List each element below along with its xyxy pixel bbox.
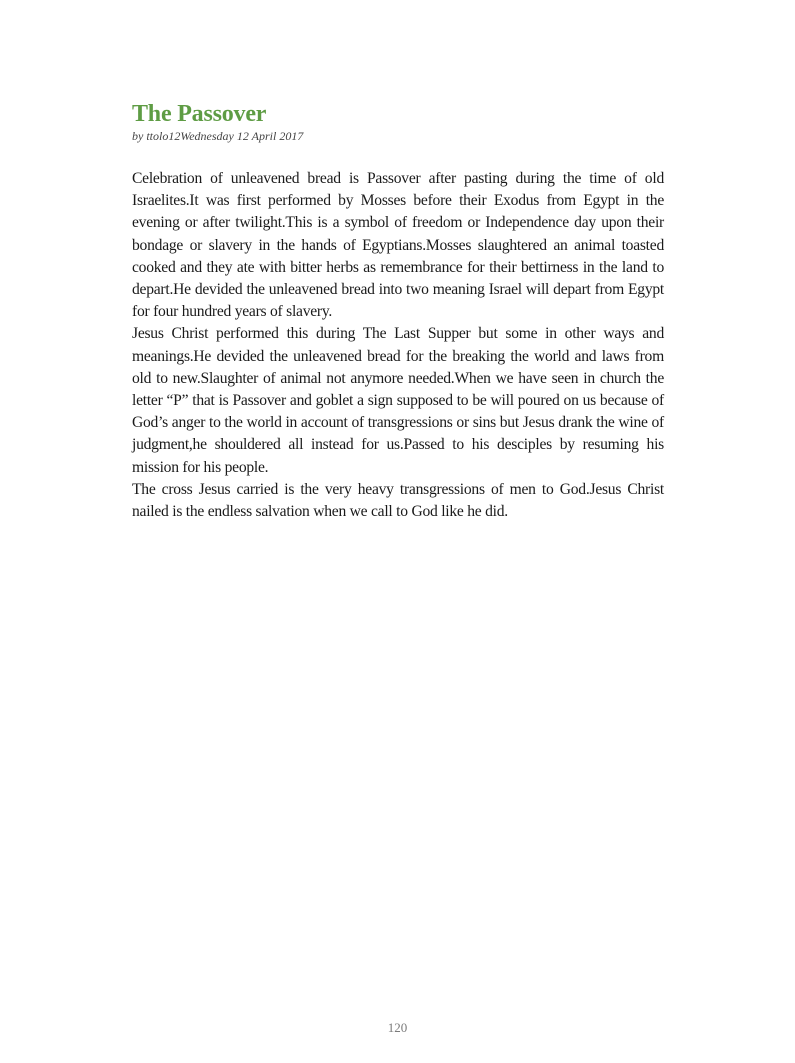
paragraph: Jesus Christ performed this during The Last Supper but some in other ways and meanings.He devided the unleavened bread for the breaking the world and laws from old to new.Slaughter of animal not anymore needed.When we have seen in church the letter “P” that is Passover and goblet a sign supposed to be will poured on us because of God’s anger to the world in account of transgressions or sins but Jesus drank the wine of judgment,he shouldered all instead for us.Passed to his desciples by resuming his mission for his people. (132, 325, 664, 476)
article-title: The Passover (132, 101, 267, 127)
article-body (132, 168, 664, 523)
page-number: 120 (387, 1020, 408, 1035)
article-byline: by ttolo12Wednesday 12 April 2017 (132, 129, 304, 143)
paragraph: Celebration of unleavened bread is Passover after pasting during the time of old Israelites.It was first performed by Mosses before their Exodus from Egypt in the evening or after twilight.This is a symbol of freedom or Independence day upon their bondage or slavery in the hands of Egyptians.Mosses slaughtered an animal toasted cooked and they ate with bitter herbs as remembrance for their bettirness in the land to depart.He devided the unleavened bread into two meaning Israel will depart from Egypt for four hundred years of slavery. (132, 170, 664, 321)
article (132, 100, 664, 523)
paragraph: The cross Jesus carried is the very heavy transgressions of men to God.Jesus Christ nailed is the endless salvation when we call to God like he did. (132, 480, 664, 521)
